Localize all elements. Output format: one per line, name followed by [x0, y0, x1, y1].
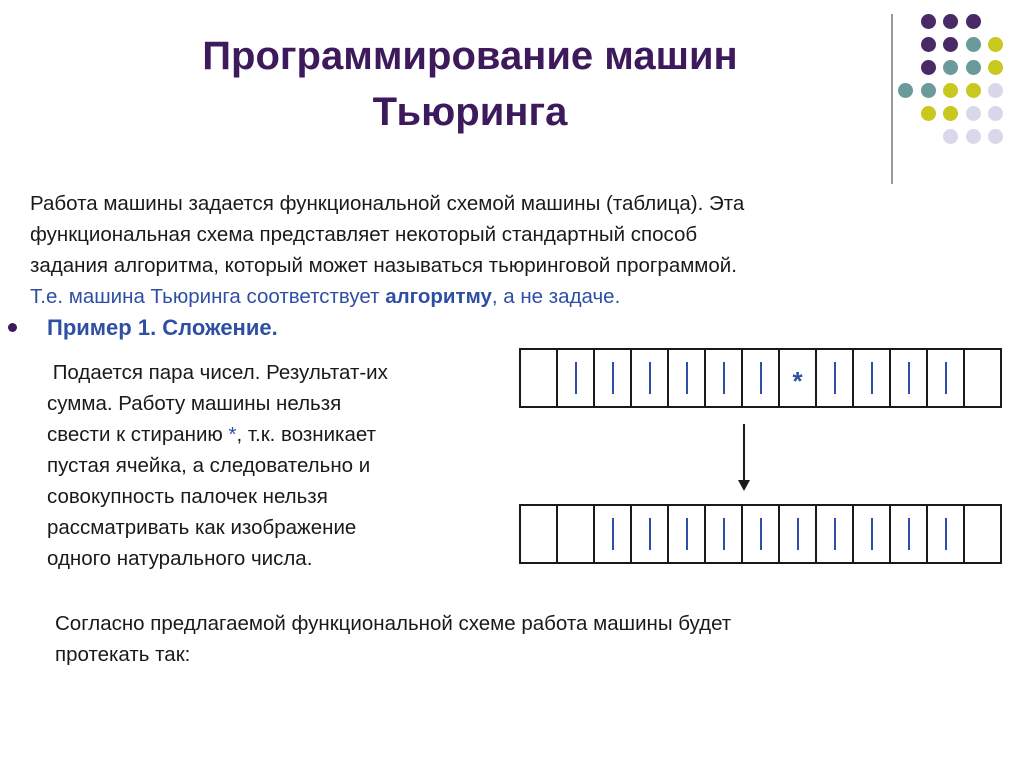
example-line3-prefix: свести к стиранию: [47, 423, 229, 446]
tape-after-cell: [706, 506, 743, 562]
tape-after-cell: [817, 506, 854, 562]
stick-mark: [649, 518, 651, 550]
stick-mark: [871, 362, 873, 394]
tape-before-cell: [965, 350, 1000, 406]
tape-before: [519, 348, 1002, 408]
decorative-dot: [921, 37, 936, 52]
stick-mark: [908, 518, 910, 550]
tape-before-cell: [521, 350, 558, 406]
intro-paragraph: [30, 188, 990, 312]
decorative-dot: [988, 83, 1003, 98]
tape-after-cell: [595, 506, 632, 562]
tape-after-cell: [854, 506, 891, 562]
stick-mark: [945, 362, 947, 394]
stick-mark: [723, 518, 725, 550]
tape-after-cell: [632, 506, 669, 562]
example-line: [47, 419, 487, 450]
decorative-dot: [943, 14, 958, 29]
bullet-icon: [8, 323, 17, 332]
stick-mark: [834, 518, 836, 550]
decorative-dot: [921, 60, 936, 75]
example-line: совокупность палочек нельзя: [47, 485, 328, 508]
tape-before-cell: [928, 350, 965, 406]
decorative-dot: [988, 60, 1003, 75]
tape-before-cell: [891, 350, 928, 406]
tape-after-cell: [891, 506, 928, 562]
tape-before-cell: [780, 350, 817, 406]
decorative-dot: [966, 37, 981, 52]
stick-mark: [612, 518, 614, 550]
tape-before-cell: [854, 350, 891, 406]
intro-keyword: алгоритму: [385, 285, 492, 308]
tape-after-cell: [558, 506, 595, 562]
tape-before-cell: [632, 350, 669, 406]
decorative-dot: [966, 106, 981, 121]
tape-after: [519, 504, 1002, 564]
stick-mark: [686, 362, 688, 394]
example-line: сумма. Работу машины нельзя: [47, 392, 342, 415]
decorative-dot: [988, 106, 1003, 121]
decorative-dot: [966, 14, 981, 29]
stick-mark: [908, 362, 910, 394]
example-line: рассматривать как изображение: [47, 516, 357, 539]
decorative-dot: [943, 129, 958, 144]
intro-highlight-line: [30, 281, 990, 312]
stick-mark: [760, 518, 762, 550]
tape-before-cell: [595, 350, 632, 406]
decorative-dot: [921, 83, 936, 98]
conclusion-line: протекать так:: [55, 643, 191, 666]
intro-line: функциональная схема представляет некоторый стандартный способ: [30, 223, 698, 246]
example-line: Подается пара чисел. Результат-их: [47, 361, 388, 384]
intro-line4-prefix: Т.е. машина Тьюринга соответствует: [30, 285, 386, 308]
title-line-1: Программирование машин: [202, 34, 738, 78]
example-line: одного натурального числа.: [47, 547, 313, 570]
tape-before-cell: [743, 350, 780, 406]
tape-before-cell: [558, 350, 595, 406]
down-arrow-icon: [743, 424, 745, 482]
stick-mark: [686, 518, 688, 550]
tape-after-cell: [928, 506, 965, 562]
conclusion-line: Согласно предлагаемой функциональной схеме работа машины будет: [55, 612, 732, 635]
tape-before-cell: [706, 350, 743, 406]
decorative-dot: [988, 37, 1003, 52]
arrowhead-icon: [738, 480, 750, 491]
decorative-dot: [966, 83, 981, 98]
tape-after-cell: [743, 506, 780, 562]
decorative-dot: [988, 129, 1003, 144]
tape-before-cell: [669, 350, 706, 406]
decorative-divider: [891, 14, 893, 184]
example-paragraph: [47, 357, 487, 574]
stick-mark: [723, 362, 725, 394]
decorative-dot: [921, 14, 936, 29]
stick-mark: [871, 518, 873, 550]
title-line-2: Тьюринга: [372, 90, 568, 134]
intro-line4-suffix: , а не задаче.: [491, 285, 621, 308]
stick-mark: [945, 518, 947, 550]
stick-mark: [797, 518, 799, 550]
intro-line: Работа машины задается функциональной схемой машины (таблица). Эта: [30, 192, 745, 215]
tape-before-cell: [817, 350, 854, 406]
decorative-dot: [966, 60, 981, 75]
decorative-dot: [943, 37, 958, 52]
stick-mark: [575, 362, 577, 394]
stick-mark: [612, 362, 614, 394]
stick-mark: [649, 362, 651, 394]
conclusion-paragraph: [55, 608, 955, 670]
tape-after-cell: [521, 506, 558, 562]
tape-after-cell: [965, 506, 1000, 562]
intro-line: задания алгоритма, который может называться тьюринговой программой.: [30, 254, 737, 277]
example-title: Пример 1. Сложение.: [47, 315, 278, 340]
star-mark: *: [792, 366, 803, 396]
decorative-dot: [943, 60, 958, 75]
star-symbol: *: [228, 423, 237, 446]
tape-after-cell: [669, 506, 706, 562]
decorative-dot: [966, 129, 981, 144]
example-line3-suffix: , т.к. возникает: [236, 423, 376, 446]
decorative-dot: [921, 106, 936, 121]
decorative-dot: [943, 106, 958, 121]
stick-mark: [834, 362, 836, 394]
page-title: [60, 28, 880, 140]
decorative-dot: [943, 83, 958, 98]
stick-mark: [760, 362, 762, 394]
decorative-dot: [898, 83, 913, 98]
tape-after-cell: [780, 506, 817, 562]
example-line: пустая ячейка, а следовательно и: [47, 454, 371, 477]
